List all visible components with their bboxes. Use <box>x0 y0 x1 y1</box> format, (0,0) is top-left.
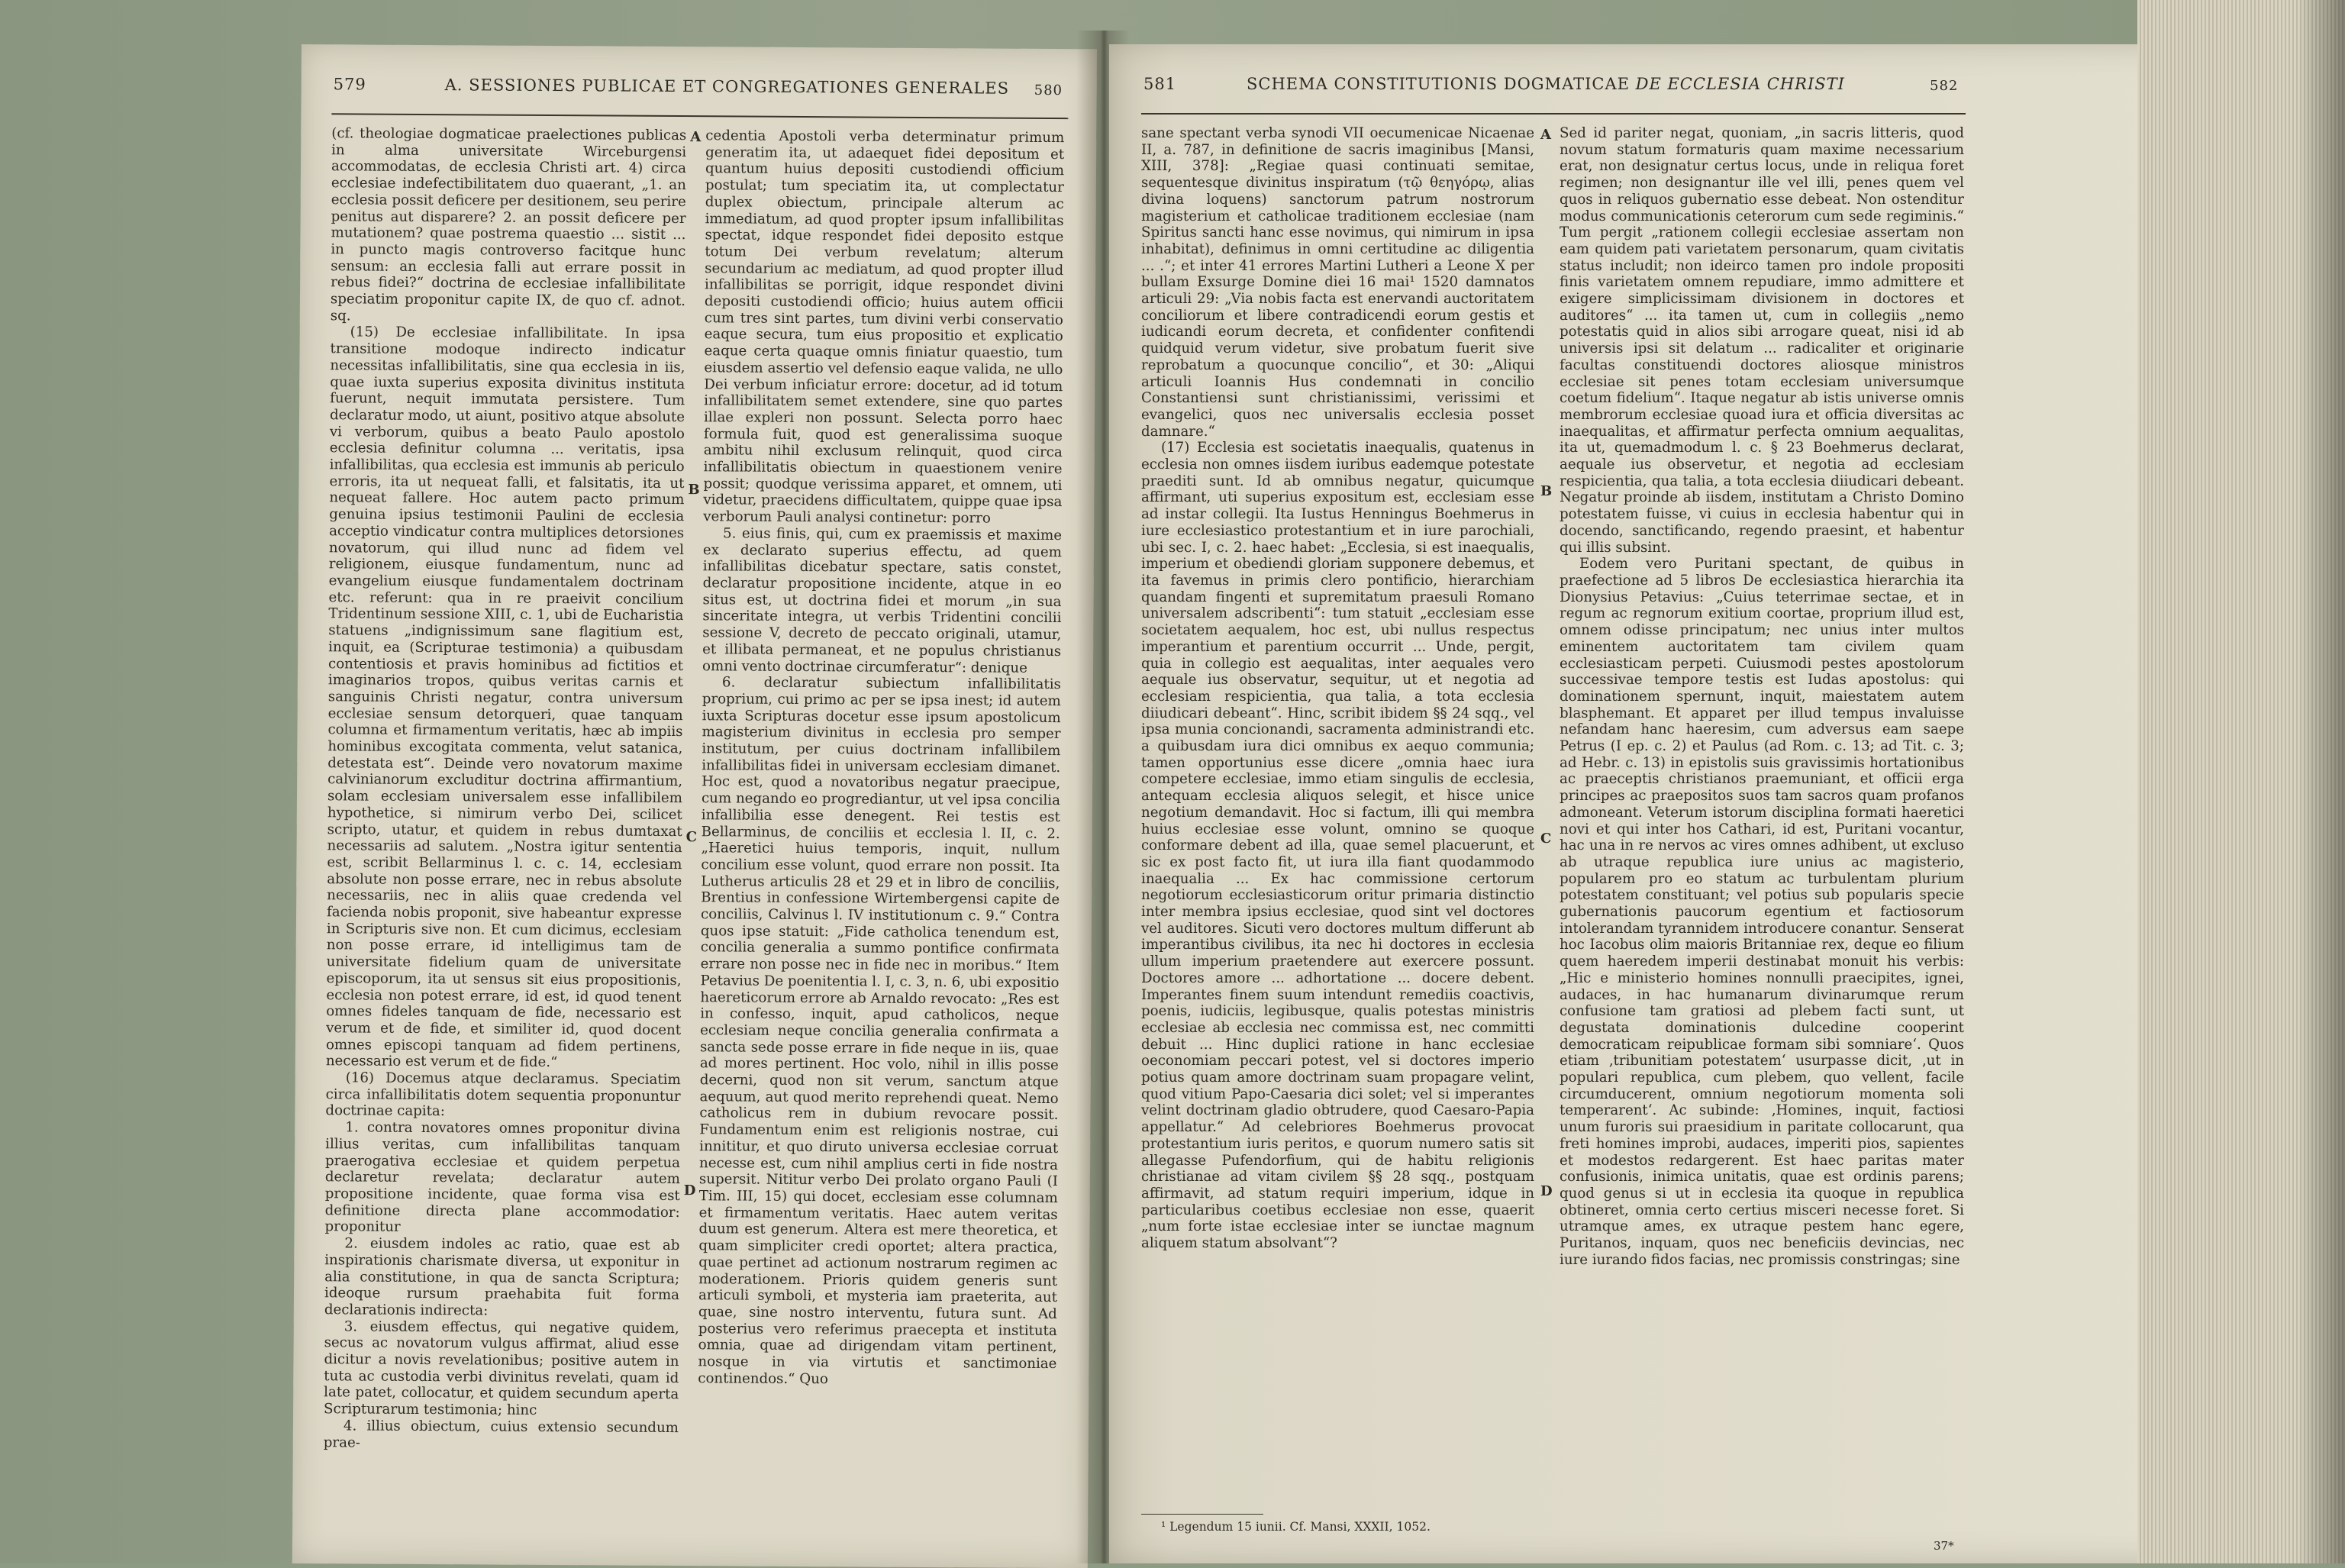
right-page-column-2 <box>1560 125 1964 1269</box>
paragraph: (16) Docemus atque declaramus. Speciatim circa infallibilitatis dotem sequentia proponuntur doctrinae capita: <box>325 1070 681 1120</box>
paragraph: (17) Ecclesia est societatis inaequalis, quatenus in ecclesia non omnes iisdem iuribus eademque potestate praediti sunt. Id ab omnibus negatur, quicumque affirmant, uti superius expositum est, ecclesiam esse ad instar collegii. Ita Iustus Henningus Boehmerus in iure ecclesiastico protestantium et in iure parochiali, ubi sec. I, c. 2. haec habet: „Ecclesia, si est inaequalis, imperium et obediendi gloriam supponere debemus, et ita favemus in primis clero pontificio, hierarchiam quandam fingenti et supremitatum praesuli Romano universalem adscribenti“: tum statuit „ecclesiam esse societatem aequalem, hoc est, ubi nullus respectus imperantium et parentium occurrit ... Unde, pergit, quia in collegio est aequalitas, inter aequales vero aequale ius observatur, sequitur, ut et negotia ad ecclesiam respicientia, qua talia, a tota ecclesia diiudicari debeant“. Hinc, scribit ibidem §§ 24 sqq., vel ipsa munia concionandi, sacramenta administrandi etc. a quibusdam iura dici omnibus ex aequo communia; tamen opportunius esse dicere „omnia haec iura competere ecclesiae, immo etiam singulis de ecclesia, antequam ecclesia aliquos selegit, et hisce unice negotium demandavit. Hoc si factum, illi qui membra huius ecclesiae esse volunt, omnino se quoque conformare debent ad illa, quae semel placuerunt, et sic ex post facto fit, ut iura illa fiant quodammodo inaequalia ... Ex hac commissione certorum negotiorum ecclesiasticorum oritur primaria distinctio inter membra ipsius ecclesiae, quod sint vel doctores vel auditores. Sicuti vero doctores multum differunt ab imperantibus civilibus, ita nec hi doctores in ecclesia ullum imperium praetendere aut exercere possunt. Doctores amore ... adhortatione ... docere debent. Imperantes finem suum intendunt remediis coactivis, poenis, iudiciis, legibusque, qualis potestas ministris ecclesiae ab ecclesia nec commissa est, nec committi debuit ... Hinc duplici ratione in hanc ecclesiae oeconomiam peccari potest, vel si doctores imperio potius quam amore doctrinam suam propagare velint, quod vitium Papo-Caesaria dici solet; vel si imperantes velint doctrinam gladio obtrudere, quod Caesaro-Papia appellatur.“ Ad celebriores Boehmerus provocat protestantium iuris peritos, e quorum numero satis sit allegasse Pufendorfium, qui de habitu religionis christianae ad vitam civilem §§ 28 sqq., postquam affirmavit, ad statum requiri imperium, idque in particularibus coetibus ecclesiae non esse, quaerit „num forte istae ecclesiae inter se iunctae magnum aliquem statum absolvant“? <box>1141 440 1534 1252</box>
left-running-title: A. SESSIONES PUBLICAE ET CONGREGATIONES GENERALES <box>444 76 1010 98</box>
paragraph: (cf. theologiae dogmaticae praelectiones publicas in alma universitate Wirceburgensi accommodatas, de ecclesia Christi art. 4) circa ecclesiae indefectibilitatem duo quaerant, „1. an ecclesia possit deficere per desitionem, seu perire penitus aut disparere? 2. an possit deficere per mutationem? quae postrema quaestio ... sistit ... in puncto magis controverso facitque hunc sensum: an ecclesia falli aut errare possit in rebus fidei?“ doctrina de ecclesiae infallibilitate speciatim proponitur capite IX, de quo cf. adnot. sq. <box>330 125 687 324</box>
paragraph: sane spectant verba synodi VII oecumenicae Nicaenae II, a. 787, in definitione de sacris imaginibus [Mansi, XIII, 378]: „Regiae quasi continuati semitae, sequentesque divinitus inspiratum (τῷ θεηγόρῳ, alias divina loquens) sanctorum patrum nostrorum magisterium et catholicae traditionem ecclesiae (nam Spiritus sancti hanc esse novimus, qui nimirum in ipsa inhabitat), definimus in omni certitudine ac diligentia ... .“; et inter 41 errores Martini Lutheri a Leone X per bullam Exsurge Domine diei 16 mai¹ 1520 damnatos articuli 29: „Via nobis facta est enervandi auctoritatem conciliorum et libere contradicendi eorum gestis et iudicandi eorum decreta, et confidenter confitendi quidquid verum videtur, sive probatum fuerit sive reprobatum a quocunque concilio“, et 30: „Aliqui articuli Ioannis Hus condemnati in concilio Constantiensi sunt christianissimi, verissimi et evangelici, quos nec universalis ecclesia posset damnare.“ <box>1141 125 1534 440</box>
right-page <box>1109 44 2178 1563</box>
footnote-rule <box>1141 1514 1263 1515</box>
right-page-number-582: 582 <box>1930 78 1959 94</box>
paragraph: 4. illius obiectum, cuius extensio secundum prae- <box>323 1418 679 1451</box>
right-header-rule <box>1141 113 1966 115</box>
paragraph: 5. eius finis, qui, cum ex praemissis et maxime ex declarato superius effectu, ad quem infallibilitas dicebatur spectare, satis constet, declaratur propositione incidente, atque in eo situs est, ut doctrina fidei et morum „in sua sinceritate integra, ut verbis Tridentini concilii sessione V, decreto de peccato originali, utamur, et illibata permaneat, et ne populus christianus omni vento doctrinae circumferatur“: denique <box>702 525 1063 676</box>
margin-marker-c: C <box>685 829 698 846</box>
paragraph: 3. eiusdem effectus, qui negative quidem, secus ac novatorum vulgus affirmat, aliud esse dicitur a novis revelationibus; positive autem in tuta ac custodia verbi divinitus revelati, quam id late patet, collocatur, et quidem secundum aperta Scripturarum testimonia; hinc <box>324 1318 679 1419</box>
paragraph: Eodem vero Puritani spectant, de quibus in praefectione ad 5 libros De ecclesiastica hierarchia ita Dionysius Petavius: „Cuius teterrimae sectae, et in regum ac regnorum exitium coortae, proprium illud est, omnem odisse principatum; nec unius inter multos eminentem auctoritatem tam civilem quam ecclesiasticam perpeti. Cuiusmodi pestes apostolorum successivae tempore testis est Iudas apostolus: qui dominationem spernunt, inquit, maiestatem autem blasphemant. Et apparet per illud tempus invaluisse nefandam hanc haeresim, cum adversus eam saepe Petrus (I ep. c. 2) et Paulus (ad Rom. c. 13; ad Tit. c. 3; ad Hebr. c. 13) in epistolis suis gravissimis hortationibus ac praeceptis christianos praemuniant, et officii erga principes ac praepositos suos tam sacros quam profanos admoneant. Veterum istorum disciplina formati haeretici novi et qui inter hos Cathari, id est, Puritani vocantur, hac una in re nervos ac vires omnes adhibent, ut excluso ab utraque republica iure unius ac magisterio, popularem pro eo statum ac turbulentam plurium potestatem constituant; vel potius sub popularis specie gubernationis paucorum egentium et factiosorum intolerandam tyrannidem introducere conantur. Senserat hoc Iacobus olim maioris Britanniae rex, deque eo filium quem haeredem imperii destinabat monuit his verbis: „Hic e ministerio homines nonnulli praecipites, ignei, audaces, in hac humanarum divinarumque rerum confusione tam gratiosi ad plebem facti sunt, ut degustata dominationis dulcedine cooperint democraticam reipublicae formam sibi somniare‘. Quos etiam ‚tribunitiam potestatem‘ usurpasse dicit, ‚ut in populari republica, cum plebem, quo vellent, facile circumducerent, omnium negotiorum momenta soli temperarent‘. Ac subinde: ‚Homines, inquit, factiosi unum furoris sui praesidium in paritate collocarunt, qua freti homines improbi, audaces, imperiti pios, sapientes et modestos redargerent. Est haec paritas mater confusionis, inimica unitatis, quae est ordinis parens; quod genus si ut in ecclesia ita quoque in republica obtineret, omnia certo certius misceri necesse foret. Si utramque ames, ex utraque pestem hanc egere, Puritanos, inquam, quos nec beneficiis devincias, nec iure iurando fidos facias, nec promissis constringas; sine <box>1560 556 1964 1268</box>
paragraph: Sed id pariter negat, quoniam, „in sacris litteris, quod novum statum formaturis quam maxime necessarium erat, non designatur certus locus, unde in reliqua foret regimen; non designantur ille vel illi, penes quem vel quos in reliquos gubernatio esse debeat. Non ostenditur modus communicationis ceterorum cum sede regiminis.“ Tum pergit „rationem collegii ecclesiae assertam non eam quidem pati varietatem personarum, quam civitatis status includit; non ideirco tamen pro indole propositi finis varietatem omnem repudiare, immo admittere et exigere simplicissimam divisionem in doctores et auditores“ ... ita tamen ut, cum in collegiis „nemo potestatis quid in alios sibi arrogare queat, nisi id ab universis ipsi sit delatum ... radicaliter et originarie facultas constituendi doctores aliosque ministros ecclesiae sit penes totam ecclesiam universumque coetum fidelium“. Itaque negatur ab istis universe omnis membrorum ecclesiae quoad iura et officia diversitas ac inaequalitas, et affirmatur perfecta omnium aequalitas, ita ut, quemadmodum l. c. § 23 Boehmerus declarat, aequale ius observetur, et negotia ad ecclesiam respicientia, qua talia, a tota ecclesia diiudicari debeant. Negatur proinde ab iisdem, institutam a Christo Domino potestatem fuisse, vi cuius in ecclesia habentur qui in docendo, sanctificando, regendo praesint, et habentur qui illis subsint. <box>1560 125 1964 556</box>
paragraph: cedentia Apostoli verba determinatur primum generatim ita, ut adaequet fidei depositum et quantum huius depositi custodiendi officium postulat; tum speciatim ita, ut complectatur duplex obiectum, principale alterum ac immediatum, ad quod propter ipsum infallibilitas spectat, idque respondet fidei deposito estque totum Dei verbum revelatum; alterum secundarium ac mediatum, ad quod propter illud infallibilitas se porrigit, idque respondet divini depositi custodiendi officio; huius autem officii cum tres sint partes, tum divini verbi conservatio eaque secura, tum eius propositio et explicatio eaque certa quaque omnis finiatur quaestio, tum eiusdem assertio vel defensio eaque valida, ne ullo Dei verbum inficiatur errore: docetur, ad id totum infallibilitatem semet extendere, sine quo partes illae expleri non possunt. Selecta porro haec formula fuit, quod est generalissima suoque ambitu nihil exclusum relinquit, quod circa infallibilitatis obiectum in quaestionem venire possit; quodque verissima apparet, et omnem, uti videtur, praecidens difficultatem, quippe quae ipsa verborum Pauli analysi continetur: porro <box>703 127 1065 527</box>
paragraph: 2. eiusdem indoles ac ratio, quae est ab inspirationis charismate diversa, ut exponitur in alia constitutione, in qua de sancta Scriptura; ideoque rursum praehabita fuit forma declarationis indirecta: <box>324 1235 680 1319</box>
paragraph: 6. declaratur subiectum infallibilitatis proprium, cui primo ac per se ipsa inest; id autem iuxta Scripturas docetur esse ipsum apostolicum magisterium divinitus in ecclesia pro semper institutum, per cuius doctrinam infallibilem infallibilitas fidei in universam ecclesiam dimanet. Hoc est, quod a novatoribus negatur praecipue, cum negando eo progrediantur, ut vel ipsa concilia infallibilia esse denegent. Rei testis est Bellarminus, de conciliis et ecclesia l. II, c. 2. „Haeretici huius temporis, inquit, nullum concilium esse volunt, quod errare non possit. Ita Lutherus articulis 28 et 29 et in libro de conciliis, Brentius in confessione Wirtembergensi capite de conciliis, Calvinus l. IV institutionum c. 9.“ Contra quos ipse statuit: „Fide catholica tenendum est, concilia generalia a summo pontifice confirmata errare non posse nec in fide nec in moribus.“ Item Petavius De poenitentia l. I, c. 3, n. 6, ubi expositio haereticorum errore ab Arnaldo revocato: „Res est in confesso, inquit, apud catholicos, neque ecclesiam neque concilia generalia confirmata a sancta sede posse errare in fide neque in iis, quae ad mores pertinent. Hoc volo, nihil in illis posse decerni, quod non sit verum, sanctum atque aequum, aut quod merito reprehendi queat. Nemo catholicus rem in dubium revocare possit. Fundamentum enim est religionis nostrae, cui innititur, et quo diruto universa ecclesiae corruat necesse est, cum nihil amplius certi in fide nostra supersit. Nititur verbo Dei prolato organo Pauli (I Tim. III, 15) qui docet, ecclesiam esse columnam et firmamentum veritatis. Haec autem veritas duum est generum. Altera est mere theoretica, et quam simpliciter credi oportet; altera practica, quae pertinet ad actionum nostrarum regimen ac moderationem. Prioris quidem generis sunt articuli symboli, et mysteria iam praeterita, aut quae, sine nostro interventu, futura sunt. Ad posterius vero referimus praecepta et instituta omnia, quae ad dirigendam vitam pertinent, nosque in via virtutis et sanctimoniae continendos.“ Quo <box>698 674 1061 1387</box>
left-page <box>292 44 1097 1568</box>
right-running-title <box>1247 75 1845 93</box>
paragraph: (15) De ecclesiae infallibilitate. In ipsa transitione modoque indirecto indicatur necessitas infallibilitatis, sine qua ecclesia in iis, quae iuxta superius exposita divinitus instituta fuerunt, nequit immutata persistere. Tum declaratur modo, ut aiunt, positivo atque absolute vi verborum, quibus a beato Paulo apostolo ecclesia definitur columna ... veritatis, ipsa infallibilitas, qua ecclesia est immunis ab periculo erroris, ita ut nequeat falli, et falsitatis, ita ut nequeat fallere. Hoc autem pacto primum genuina ipsius testimonii Paulini de ecclesia acceptio vindicatur contra multiplices detorsiones novatorum, qui illud nunc ad fidem vel religionem, eiusque fundamentum, nunc ad evangelium eiusque fundamentalem doctrinam etc. referunt: qua in re praeivit concilium Tridentinum sessione XIII, c. 1, ubi de Eucharistia statuens „indignissimum sane flagitium est, inquit, ea (Scripturae testimonia) a quibusdam contentiosis et pravis hominibus ad fictitios et imaginarios tropos, quibus veritas carnis et sanguinis Christi negatur, contra universum ecclesiae sensum detorqueri, quae tanquam columna et firmamentum veritatis, hæc ab impiis hominibus excogitata commenta, velut satanica, detestata est“. Deinde vero novatorum maxime calvinianorum excluditur doctrina affirmantium, solam ecclesiam universalem esse infallibilem hypothetice, si nimirum verbo Dei, scilicet scripto, utatur, et quidem in rebus dumtaxat necessariis ad salutem. „Nostra igitur sententia est, scribit Bellarminus l. c. c. 14, ecclesiam absolute non posse errare, nec in rebus absolute necessariis, nec in aliis quae credenda vel facienda nobis proponit, sive habeantur expresse in Scripturis sive non. Et cum dicimus, ecclesiam non posse errare, id intelligimus tam de universitate fidelium quam de universitate episcoporum, ita ut sensus sit eius propositionis, ecclesia non potest errare, id est, id quod tenent omnes fideles tanquam de fide, necessario est verum et de fide, et similiter id, quod docent omnes episcopi tanquam ad fidem pertinens, necessario est verum et de fide.“ <box>325 324 685 1071</box>
margin-marker-c: C <box>1540 831 1552 847</box>
footnote: ¹ Legendum 15 iunii. Cf. Mansi, XXXII, 1052. <box>1161 1520 1431 1534</box>
left-page-number-580: 580 <box>1034 82 1063 99</box>
margin-marker-b: B <box>688 482 700 498</box>
left-page-column-2 <box>698 127 1064 1389</box>
margin-marker-b: B <box>1540 483 1553 499</box>
left-header-rule <box>331 113 1068 119</box>
right-page-column-1 <box>1141 125 1534 1252</box>
margin-marker-d: D <box>683 1182 696 1199</box>
margin-marker-d: D <box>1540 1183 1553 1199</box>
left-page-header <box>302 75 1097 110</box>
fore-edge-shadow <box>2298 0 2345 1563</box>
margin-marker-a: A <box>690 129 702 146</box>
title-plain: SCHEMA CONSTITUTIONIS DOGMATICAE <box>1247 75 1636 93</box>
margin-marker-a: A <box>1540 127 1551 143</box>
right-page-number-581: 581 <box>1143 75 1177 93</box>
left-page-number-579: 579 <box>333 75 366 94</box>
right-page-header <box>1109 75 2178 105</box>
title-italic: DE ECCLESIA CHRISTI <box>1635 75 1845 93</box>
left-page-column-1 <box>324 125 687 1453</box>
signature-mark: 37* <box>1934 1539 1954 1553</box>
paragraph: 1. contra novatores omnes proponitur divina illius veritas, cum infallibilitas tanquam praerogativa ecclesiae et quidem perpetua declaretur revelata; declaratur autem propositione incidente, quae forma visa est definitione directa plane accommodatior: proponitur <box>324 1119 681 1236</box>
